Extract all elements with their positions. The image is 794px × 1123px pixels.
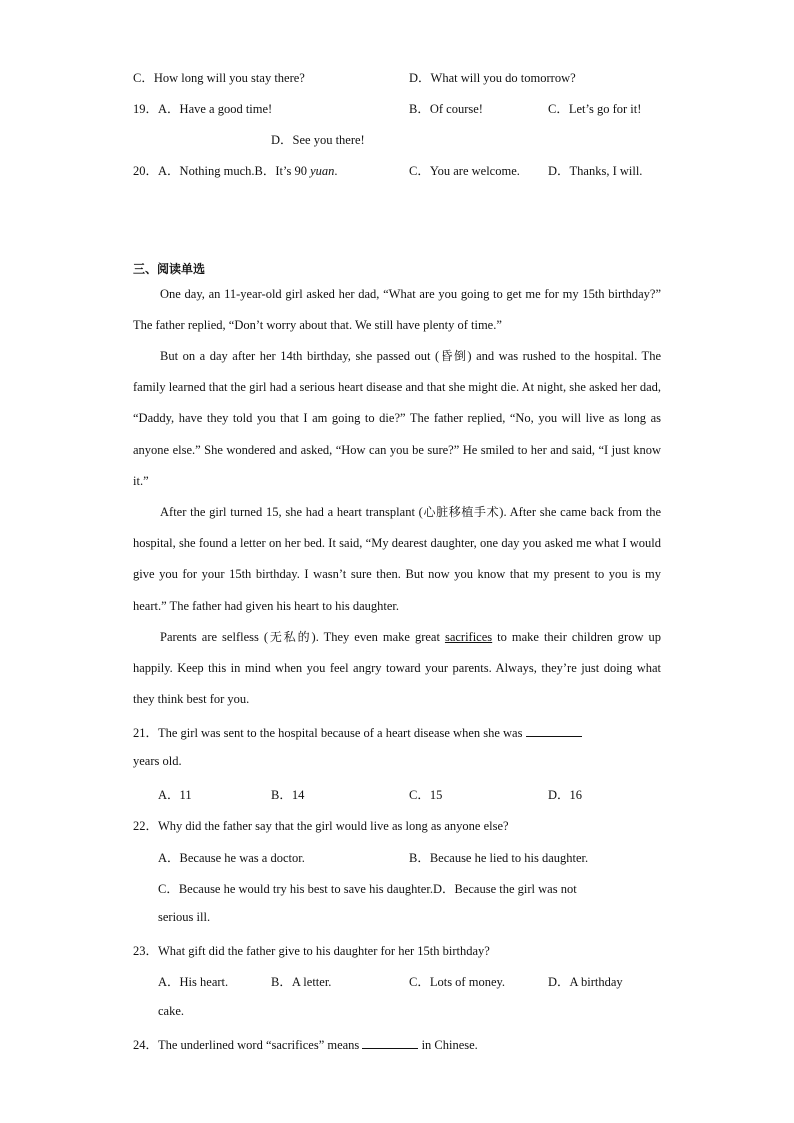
q21-answer-blank xyxy=(526,724,582,737)
q20-option-b-italic: yuan xyxy=(310,164,335,178)
passage-paragraph-1 xyxy=(133,279,661,341)
q24-stem xyxy=(133,1035,478,1053)
passage-p4-gloss: 无私的 xyxy=(268,630,312,644)
q22-option-a: A．Because he was a doctor. xyxy=(158,851,305,865)
q23-option-d-cont: cake. xyxy=(158,1004,185,1018)
q21-stem xyxy=(133,723,582,741)
q20-option-a: A．Nothing much. xyxy=(158,164,255,178)
q21-stem-end: years old. xyxy=(133,754,182,768)
passage-paragraph-4 xyxy=(133,622,661,716)
q21-option-c: C．15 xyxy=(409,788,443,802)
q20-row xyxy=(133,161,338,179)
passage-p4-text-a: Parents are selfless ( xyxy=(160,630,269,644)
passage-p2-text-b: ) and was rushed to the hospital. The family learned that the girl had a serious heart disease and that she might die. At night, she asked her dad, “Daddy, have they told you that I am going to die?” The father replied, “No, you will live as long as anyone else.” She wondered and asked, “How can you be sure?” He smiled to her and said, “I just know it.” xyxy=(133,349,661,488)
q21-option-d: D．16 xyxy=(548,788,583,802)
passage-p2-text-a: But on a day after her 14th birthday, she passed out ( xyxy=(160,349,440,363)
q22-option-b: B．Because he lied to his daughter. xyxy=(409,851,589,865)
q21-stem-text: 21．The girl was sent to the hospital because of a heart disease when she was xyxy=(133,726,523,740)
q22-stem: 22．Why did the father say that the girl would live as long as anyone else? xyxy=(133,819,509,833)
q23-option-d: D．A birthday xyxy=(548,975,623,989)
passage-p4-text-c: to make their children grow up happily. Keep this in mind when you feel angry toward your parents. Always, they’re just doing what they think best for you. xyxy=(133,630,661,707)
q24-answer-blank xyxy=(362,1036,418,1049)
q20-option-d: D．Thanks, I will. xyxy=(548,164,643,178)
q23-option-b: B．A letter. xyxy=(271,975,332,989)
q19-option-c: C．Let’s go for it! xyxy=(548,102,642,116)
passage-p1-text: One day, an 11-year-old girl asked her dad, “What are you going to get me for my 15th birthday?” The father replied, “Don’t worry about that. We still have plenty of time.” xyxy=(133,287,661,333)
underlined-word-sacrifices: sacrifices xyxy=(444,630,493,644)
q22-option-d-cont: serious ill. xyxy=(158,910,211,924)
passage-paragraph-2 xyxy=(133,341,661,497)
q21-option-a: A．11 xyxy=(158,788,192,802)
q24-stem-text: 24．The underlined word “sacrifices” means xyxy=(133,1038,360,1052)
q20-option-c: C．You are welcome. xyxy=(409,164,520,178)
q19-row xyxy=(133,99,272,117)
passage-paragraph-3 xyxy=(133,497,661,622)
q18-option-d: D．What will you do tomorrow? xyxy=(409,71,576,85)
section-heading: 三、阅读单选 xyxy=(133,262,206,276)
q20-option-b-suffix: . xyxy=(334,164,338,178)
q23-option-a: A．His heart. xyxy=(158,975,229,989)
q20-number: 20． xyxy=(133,164,159,178)
q21-option-b: B．14 xyxy=(271,788,305,802)
passage-p2-gloss: 昏倒 xyxy=(439,349,468,363)
q20-option-b xyxy=(255,164,338,178)
q19-option-a: A．Have a good time! xyxy=(158,102,273,116)
q19-option-b: B．Of course! xyxy=(409,102,483,116)
q23-stem: 23．What gift did the father give to his daughter for her 15th birthday? xyxy=(133,944,490,958)
q24-stem-end: in Chinese. xyxy=(421,1038,478,1052)
q20-option-b-text: B．It’s 90 xyxy=(254,164,311,178)
q19-option-d: D．See you there! xyxy=(271,133,365,147)
q22-option-c: C．Because he would try his best to save his daughter. xyxy=(158,882,433,896)
passage-p3-gloss: 心脏移植手术 xyxy=(422,505,500,519)
passage-p4-text-b: ). They even make great xyxy=(311,630,445,644)
passage-p3-text-a: After the girl turned 15, she had a heart transplant ( xyxy=(160,505,423,519)
q19-number: 19． xyxy=(133,102,159,116)
q23-option-c: C．Lots of money. xyxy=(409,975,506,989)
passage-p3-text-b: ). After she came back from the hospital, she found a letter on her bed. It said, “My dearest daughter, one day you asked me what I would give you for your 15th birthday. I wasn’t sure then. But now you know that my present to you is my heart.” The father had given his heart to his daughter. xyxy=(133,505,661,613)
q18-option-c: C．How long will you stay there? xyxy=(133,71,305,85)
q22-option-d: D．Because the girl was not xyxy=(432,882,577,896)
q22-row-cd xyxy=(158,879,577,897)
